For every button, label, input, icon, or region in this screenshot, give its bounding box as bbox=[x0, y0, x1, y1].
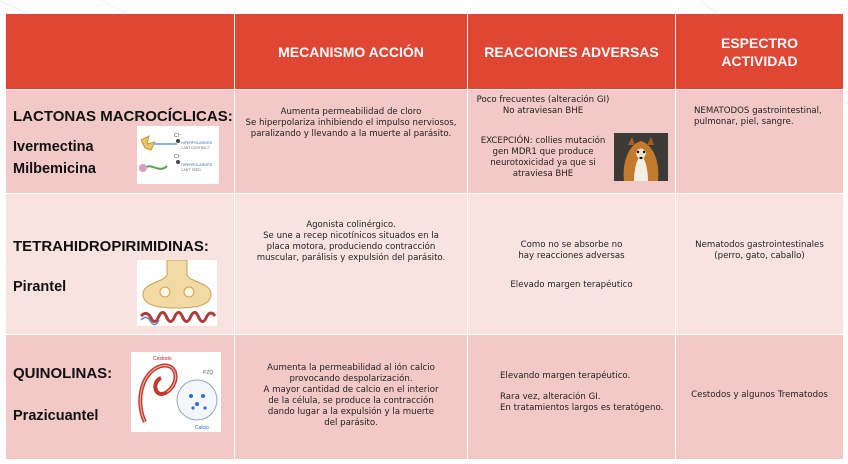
header-row bbox=[6, 14, 844, 90]
antiparasitic-table bbox=[5, 13, 844, 460]
svg-text:Calcio: Calcio bbox=[195, 425, 209, 431]
header-mechanism: MECANISMO ACCIÓN bbox=[235, 14, 468, 90]
mechanism-cell: Aumenta la permeabilidad al ión calcio provocando despolarización. A mayor cantidad de calcio en el interior de la célula, se produce la contracción dando lugar a la expulsión y la muerte del parásito. bbox=[235, 335, 468, 460]
spectrum-cell: NEMATODOS gastrointestinal, pulmonar, piel, sangre. bbox=[676, 90, 844, 194]
drug-name: Milbemicina bbox=[13, 161, 96, 177]
header-spectrum: ESPECTRO ACTIVIDAD bbox=[676, 14, 844, 90]
header-empty bbox=[6, 14, 235, 90]
drug-group-title: QUINOLINAS: bbox=[13, 365, 113, 382]
cestode-calcium-illustration bbox=[131, 352, 221, 432]
svg-text:Cestodo: Cestodo bbox=[153, 356, 172, 362]
neuron-chloride-illustration bbox=[137, 126, 219, 184]
drug-cell bbox=[6, 194, 235, 335]
drug-name: Ivermectina bbox=[13, 139, 94, 155]
collie-dog-photo bbox=[614, 133, 668, 181]
spectrum-cell: Nematodos gastrointestinales (perro, gato, caballo) bbox=[676, 194, 844, 335]
svg-text:PZQ: PZQ bbox=[203, 370, 214, 376]
synapse-illustration bbox=[137, 260, 217, 326]
table-row bbox=[6, 90, 844, 194]
svg-text:HIPERPOLARIZED: HIPERPOLARIZED bbox=[181, 163, 213, 167]
drug-cell bbox=[6, 335, 235, 460]
table-row bbox=[6, 194, 844, 335]
drug-name: Prazicuantel bbox=[13, 408, 99, 424]
table-row bbox=[6, 335, 844, 460]
adverse-cell: Elevando margen terapéutico. Rara vez, alteración GI. En tratamientos largos es teratógeno. bbox=[468, 335, 676, 460]
header-adverse: REACCIONES ADVERSAS bbox=[468, 14, 676, 90]
svg-text:CANT CONTRACT: CANT CONTRACT bbox=[181, 146, 210, 150]
drug-group-title: LACTONAS MACROCÍCLICAS: bbox=[13, 108, 233, 125]
mechanism-cell: Aumenta permeabilidad de cloro Se hiperpolariza inhibiendo el impulso nerviosos, paralizando y llevando a la muerte al parásito. bbox=[235, 90, 468, 194]
svg-text:HIPERPOLARIZED: HIPERPOLARIZED bbox=[181, 141, 213, 145]
drug-cell bbox=[6, 90, 235, 194]
svg-text:CAN'T FEED: CAN'T FEED bbox=[181, 168, 201, 172]
adverse-cell: Como no se absorbe no hay reacciones adversas Elevado margen terapéutico bbox=[468, 194, 676, 335]
spectrum-cell: Cestodos y algunos Trematodos bbox=[676, 335, 844, 460]
mechanism-cell: Agonista colinérgico. Se une a recep nicotínicos situados en la placa motora, produciendo contracción muscular, parálisis y expulsión del parásito. bbox=[235, 194, 468, 335]
svg-text:Cl⁻: Cl⁻ bbox=[174, 133, 182, 139]
svg-text:Cl⁻: Cl⁻ bbox=[174, 154, 182, 160]
drug-name: Pirantel bbox=[13, 279, 67, 295]
adverse-cell: Poco frecuentes (alteración GI) No atraviesan BHE EXCEPCIÓN: collies mutación gen MDR1 que produce neurotoxicidad ya que si atraviesa BHE bbox=[468, 90, 676, 194]
drug-group-title: TETRAHIDROPIRIMIDINAS: bbox=[13, 238, 209, 255]
